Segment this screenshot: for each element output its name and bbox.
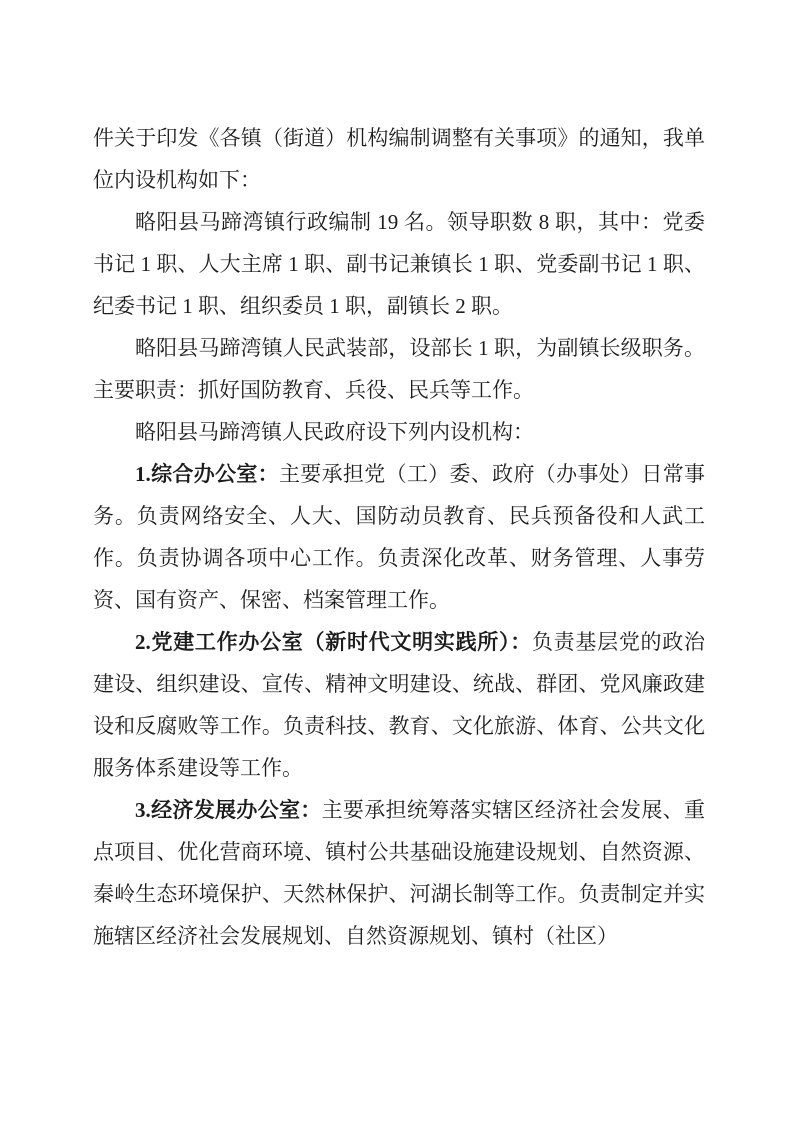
body-paragraph-section-2	[93, 621, 705, 789]
paragraph-text: 略阳县马蹄湾镇人民武装部，设部长 1 职，为副镇长级职务。主要职责：抓好国防教育、兵役、民兵等工作。	[93, 336, 705, 402]
body-paragraph	[93, 411, 705, 453]
paragraph-text: 负责基层党的政治建设、组织建设、宣传、精神文明建设、统战、群团、党风廉政建设和反腐败等工作。负责科技、教育、文化旅游、体育、公共文化服务体系建设等工作。	[93, 630, 706, 780]
paragraph-text: 主要承担统筹落实辖区经济社会发展、重点项目、优化营商环境、镇村公共基础设施建设规划、自然资源、秦岭生态环境保护、天然林保护、河湖长制等工作。负责制定并实施辖区经济社会发展规划、自然资源规划、镇村（社区）	[93, 798, 706, 948]
paragraph-text: 略阳县马蹄湾镇人民政府设下列内设机构：	[135, 420, 534, 444]
body-paragraph	[93, 327, 705, 411]
body-paragraph-section-3	[93, 789, 705, 957]
body-paragraph	[93, 201, 705, 327]
document-body	[93, 117, 705, 957]
paragraph-text: 件关于印发《各镇（街道）机构编制调整有关事项》的通知，我单位内设机构如下：	[93, 126, 705, 192]
section-heading: 2.党建工作办公室（新时代文明实践所）：	[135, 630, 532, 654]
body-paragraph	[93, 117, 705, 201]
paragraph-text: 主要承担党（工）委、政府（办事处）日常事务。负责网络安全、人大、国防动员教育、民兵预备役和人武工作。负责协调各项中心工作。负责深化改革、财务管理、人事劳资、国有资产、保密、档案管理工作。	[93, 462, 706, 612]
paragraph-text: 略阳县马蹄湾镇行政编制 19 名。领导职数 8 职，其中：党委书记 1 职、人大主席 1 职、副书记兼镇长 1 职、党委副书记 1 职、纪委书记 1 职、组织委员 1 职，副镇长 2 职。	[93, 210, 705, 318]
section-heading: 1.综合办公室：	[135, 462, 279, 486]
body-paragraph-section-1	[93, 453, 705, 621]
section-heading: 3.经济发展办公室：	[135, 798, 322, 822]
